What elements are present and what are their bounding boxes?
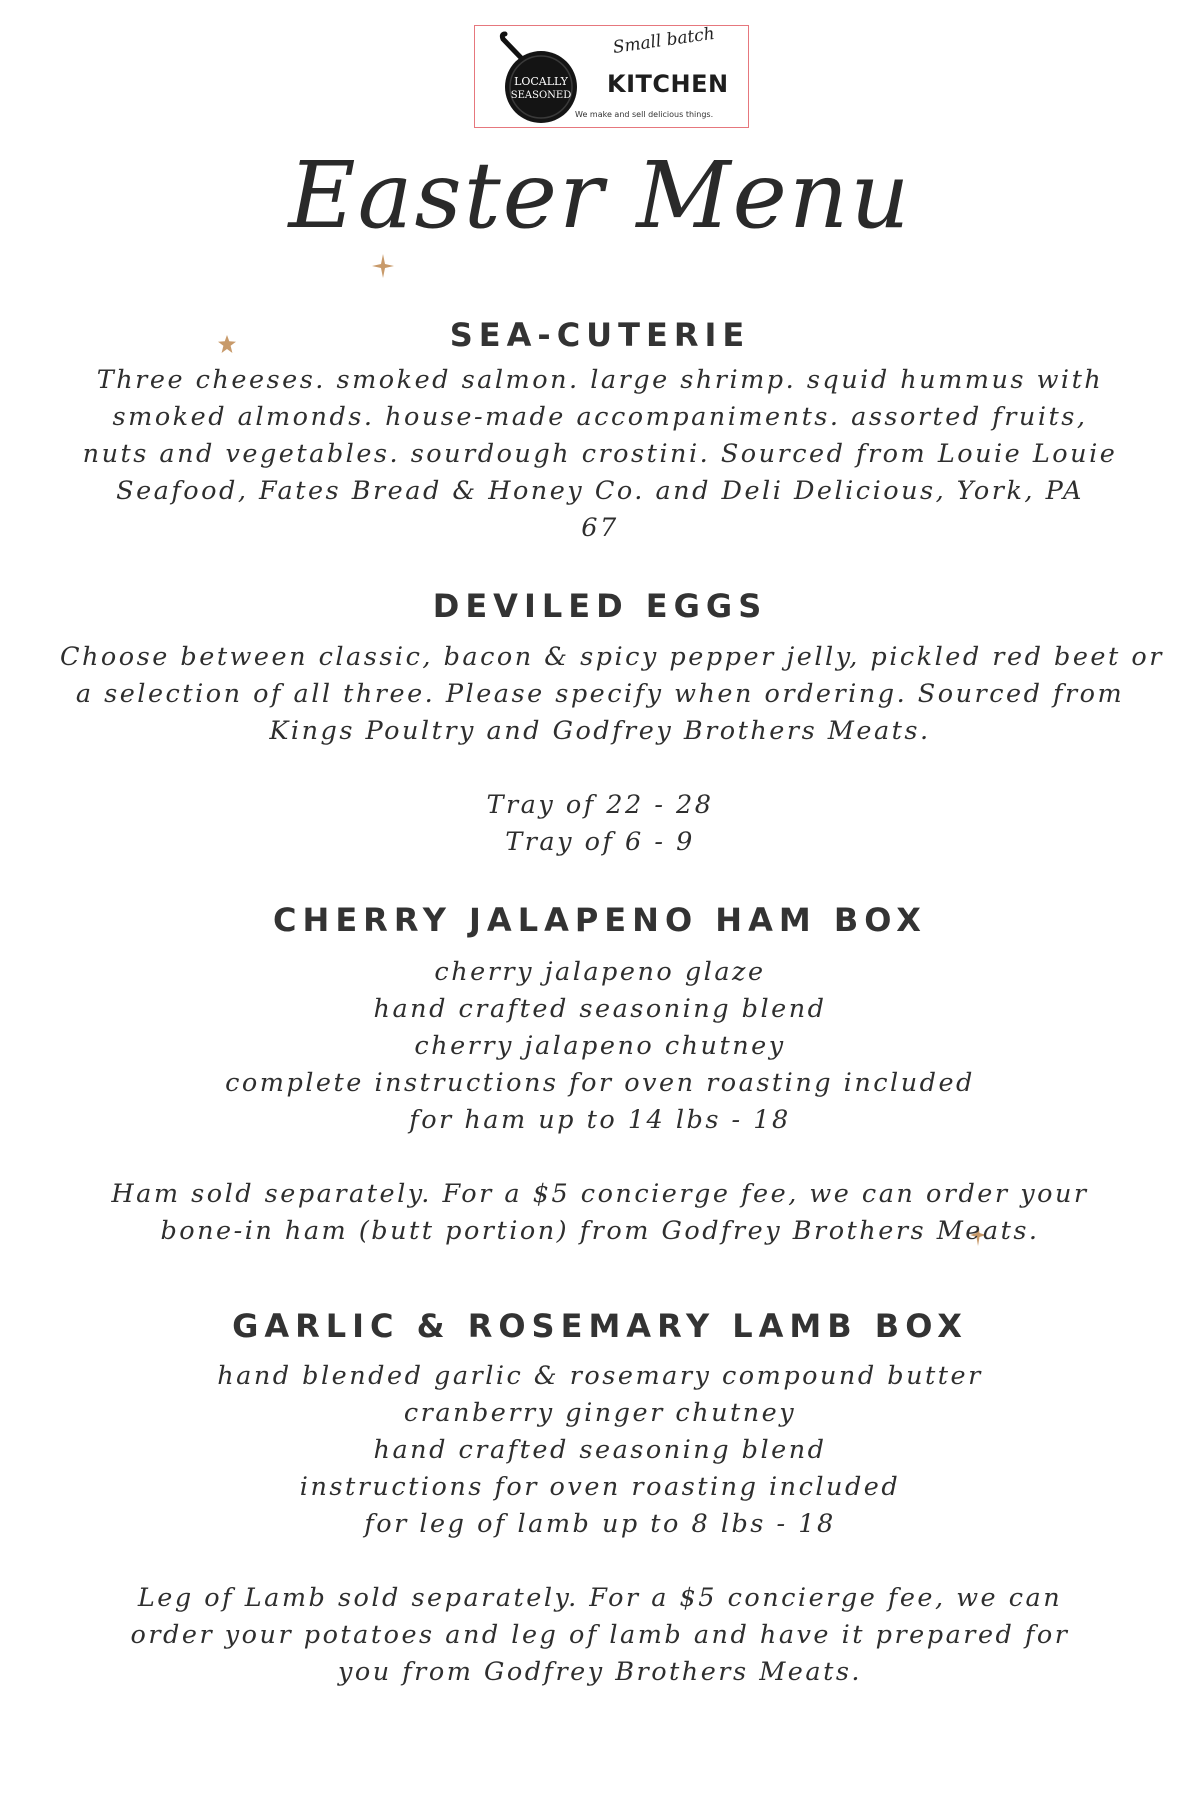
price-line: Tray of 22 - 28 [486, 790, 714, 820]
body-line: cherry jalapeno glaze [434, 957, 766, 987]
body-line: hand crafted seasoning blend [373, 994, 827, 1024]
body-line: nuts and vegetables. sourdough crostini. Sourced from Louie Louie [82, 439, 1118, 469]
body-line: Choose between classic, bacon & spicy pepper jelly, pickled red beet or [60, 642, 1164, 672]
brand-logo [474, 25, 749, 128]
section-heading-sea-cuterie: SEA-CUTERIE [449, 316, 751, 354]
badge-line-2: SEASONED [510, 90, 572, 101]
logo-small-batch: Small batch [611, 23, 716, 58]
body-line: hand blended garlic & rosemary compound butter [217, 1361, 983, 1391]
section-heading-ham-box: CHERRY JALAPENO HAM BOX [273, 901, 927, 939]
price-line: 67 [581, 513, 619, 543]
price-line: for ham up to 14 lbs - 18 [409, 1105, 791, 1135]
body-line: Leg of Lamb sold separately. For a $5 concierge fee, we can [137, 1583, 1063, 1613]
body-line: Ham sold separately. For a $5 concierge fee, we can order your [111, 1179, 1089, 1209]
logo-tagline: We make and sell delicious things. [575, 110, 714, 119]
body-line: Kings Poultry and Godfrey Brothers Meats. [269, 716, 931, 746]
body-line: bone-in ham (butt portion) from Godfrey Brothers Meats. [160, 1216, 1040, 1246]
cast-iron-skillet-icon [487, 30, 587, 124]
body-line: cranberry ginger chutney [403, 1398, 797, 1428]
section-heading-lamb-box: GARLIC & ROSEMARY LAMB BOX [232, 1307, 968, 1345]
badge-line-1: LOCALLY [514, 75, 568, 88]
body-line: you from Godfrey Brothers Meats. [337, 1657, 863, 1687]
body-line: complete instructions for oven roasting included [225, 1068, 975, 1098]
price-line: Tray of 6 - 9 [505, 827, 695, 857]
body-line: Three cheeses. smoked salmon. large shrimp. squid hummus with [96, 365, 1104, 395]
body-line: Seafood, Fates Bread & Honey Co. and Deli Delicious, York, PA [116, 476, 1084, 506]
page-title: Easter Menu [288, 142, 912, 249]
price-line: for leg of lamb up to 8 lbs - 18 [364, 1509, 836, 1539]
section-body-lamb-box [60, 1358, 1140, 1691]
section-body-ham-box [60, 954, 1140, 1250]
body-line: hand crafted seasoning blend [373, 1435, 827, 1465]
sparkle-star-icon [372, 254, 394, 278]
spacer-line [60, 1139, 1140, 1176]
body-line: smoked almonds. house-made accompaniments. assorted fruits, [112, 402, 1088, 432]
body-line: instructions for oven roasting included [299, 1472, 901, 1502]
section-body-sea-cuterie [60, 362, 1140, 547]
logo-kitchen: KITCHEN [607, 70, 729, 98]
spacer-line [60, 1543, 1140, 1580]
body-line: cherry jalapeno chutney [414, 1031, 786, 1061]
section-body-deviled-eggs [60, 639, 1164, 861]
section-heading-deviled-eggs: DEVILED EGGS [432, 587, 768, 625]
body-line: a selection of all three. Please specify when ordering. Sourced from [75, 679, 1125, 709]
body-line: order your potatoes and leg of lamb and have it prepared for [130, 1620, 1070, 1650]
spacer-line [60, 750, 1140, 787]
